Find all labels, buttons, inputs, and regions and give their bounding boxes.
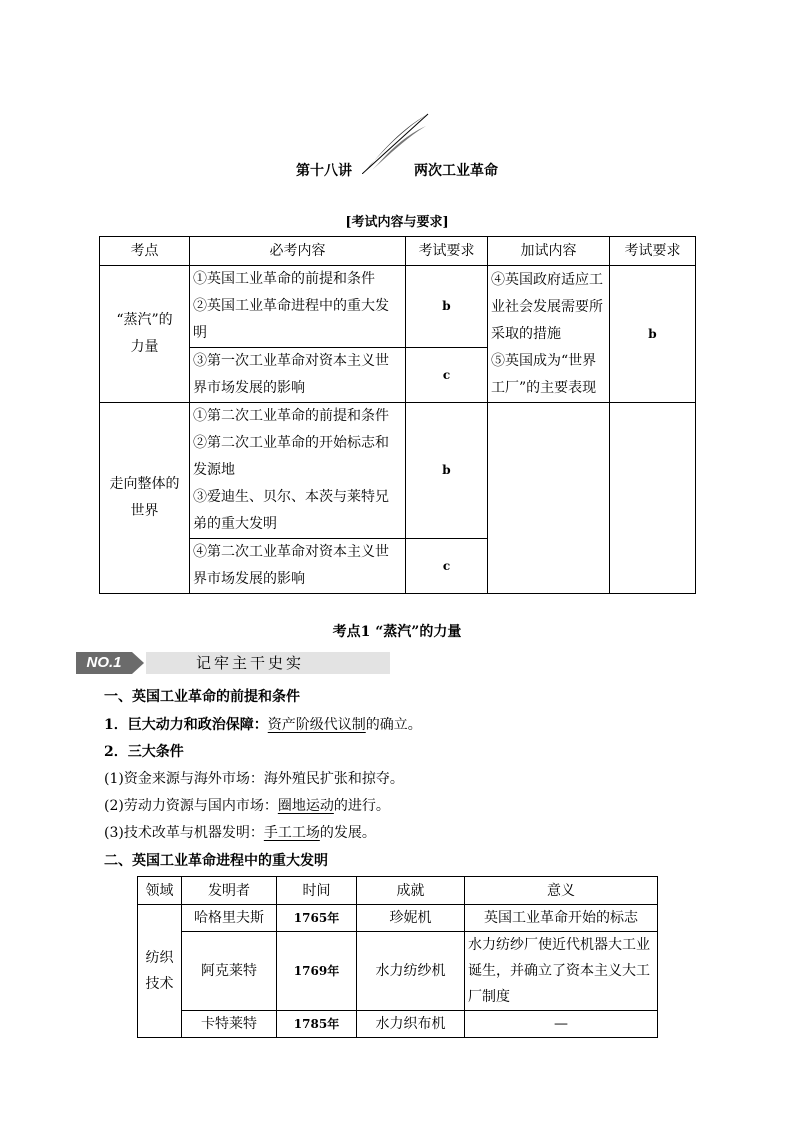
year-cell: 1765年: [277, 905, 357, 932]
header-cell: 时间: [277, 877, 357, 905]
content-cell: ④第二次工业革命对资本主义世界市场发展的影响: [190, 539, 406, 594]
table-row: [138, 1011, 658, 1038]
significance-cell: 水力纺纱厂使近代机器大工业诞生，并确立了资本主义大工厂制度: [465, 932, 658, 1011]
paragraph: (3)技术改革与机器发明：手工工场的发展。: [104, 825, 376, 841]
level-cell: c: [406, 539, 488, 594]
paragraph: 1．巨大动力和政治保障：资产阶级代议制的确立。: [104, 717, 422, 733]
header-cell: 必考内容: [190, 237, 406, 266]
extra-level-cell: b: [610, 266, 696, 403]
achievement-cell: 水力纺纱机: [357, 932, 465, 1011]
lecture-number: 第十八讲: [296, 163, 352, 179]
extra-content-cell: ④英国政府适应工业社会发展需要所采取的措施 ⑤英国成为“世界工厂”的主要表现: [488, 266, 610, 403]
topic-cell: “蒸汽”的 力量: [100, 266, 190, 403]
banner-text: 记牢主干史实: [196, 654, 305, 672]
banner-badge: NO.1: [76, 652, 132, 674]
header-cell: 考点: [100, 237, 190, 266]
header-cell: 意义: [465, 877, 658, 905]
inventor-cell: 哈格里夫斯: [182, 905, 277, 932]
achievement-cell: 珍妮机: [357, 905, 465, 932]
paragraph: (1)资金来源与海外市场：海外殖民扩张和掠夺。: [104, 771, 404, 787]
banner-arrow-icon: [132, 652, 144, 674]
inventor-cell: 阿克莱特: [182, 932, 277, 1011]
inventions-table: [137, 876, 658, 1038]
heading-2: 二、英国工业革命进程中的重大发明: [104, 853, 328, 869]
extra-level-cell: [610, 403, 696, 594]
paragraph: 2．三大条件: [104, 744, 184, 760]
header-cell: 成就: [357, 877, 465, 905]
section-title: 考点1 “蒸汽”的力量: [332, 624, 462, 640]
field-cell: 纺织 技术: [138, 905, 182, 1038]
heading-1: 一、英国工业革命的前提和条件: [104, 689, 300, 705]
year-cell: 1769年: [277, 932, 357, 1011]
significance-cell: 英国工业革命开始的标志: [465, 905, 658, 932]
level-cell: b: [406, 403, 488, 539]
table-row: [138, 905, 658, 932]
header-cell: 考试要求: [610, 237, 696, 266]
content-cell: ①第二次工业革命的前提和条件 ②第二次工业革命的开始标志和发源地 ③爱迪生、贝尔、本茨与莱特兄弟的重大发明: [190, 403, 406, 539]
header-cell: 领域: [138, 877, 182, 905]
content-cell: ③第一次工业革命对资本主义世界市场发展的影响: [190, 348, 406, 403]
achievement-cell: 水力织布机: [357, 1011, 465, 1038]
topic-cell: 走向整体的 世界: [100, 403, 190, 594]
requirements-table: [99, 236, 696, 594]
lecture-topic: 两次工业革命: [414, 163, 498, 179]
table-header-row: [100, 237, 696, 266]
significance-cell: —: [465, 1011, 658, 1038]
content-cell: ①英国工业革命的前提和条件 ②英国工业革命进程中的重大发明: [190, 266, 406, 348]
header-cell: 加试内容: [488, 237, 610, 266]
header-cell: 发明者: [182, 877, 277, 905]
table-row: [100, 403, 696, 539]
table-row: [138, 932, 658, 1011]
extra-content-cell: [488, 403, 610, 594]
level-cell: b: [406, 266, 488, 348]
level-cell: c: [406, 348, 488, 403]
table-row: [100, 266, 696, 348]
inventor-cell: 卡特莱特: [182, 1011, 277, 1038]
header-cell: 考试要求: [406, 237, 488, 266]
paragraph: (2)劳动力资源与国内市场：圈地运动的进行。: [104, 798, 390, 814]
page-title: [0, 160, 794, 180]
table-header-row: [138, 877, 658, 905]
year-cell: 1785年: [277, 1011, 357, 1038]
section-banner: [76, 652, 390, 674]
requirements-title: [考试内容与要求]: [345, 215, 449, 230]
